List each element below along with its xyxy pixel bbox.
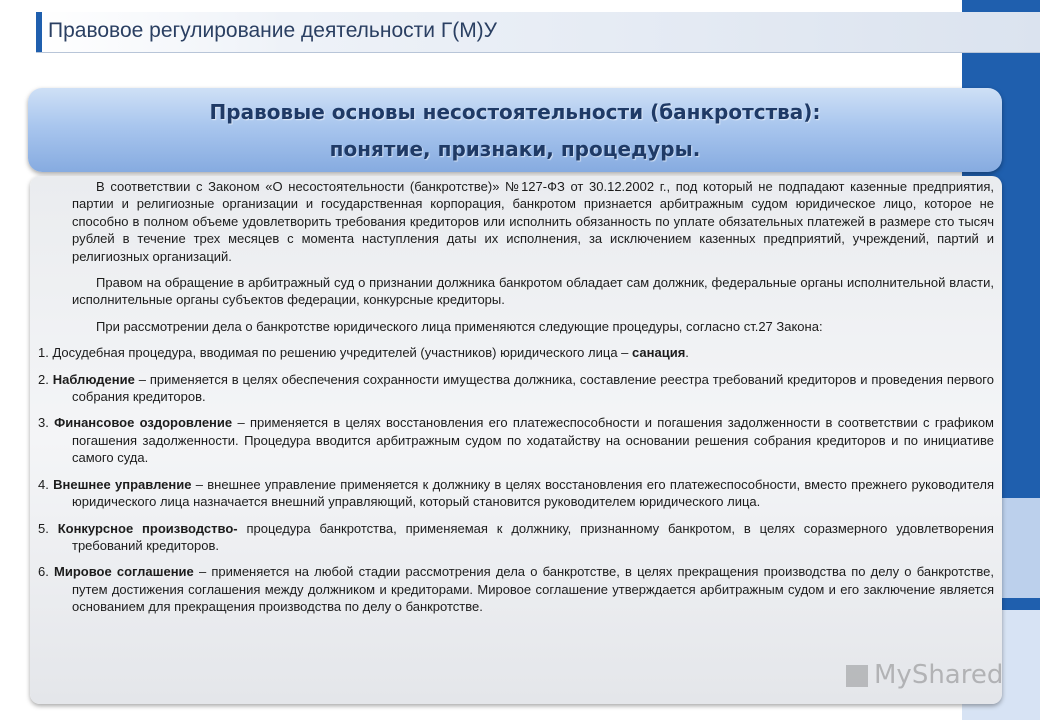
item-number: 4. bbox=[38, 476, 49, 492]
paragraph-law-definition: В соответствии с Законом «О несостоятельности (банкротстве)» №127-ФЗ от 30.12.2002 г., под который не подпадают казенные предприятия, партии и религиозные организации и государственная корпорация, банкротом признается арбитражным судом юридическое лицо, которое не способно в полном объеме удовлетворить требования кредиторов или исполнить обязанность по уплате обязательных платежей в размере сто тысяч рублей в течение трех месяцев с момента наступления даты их исполнения, за исключением казенных предприятий, учреждений, партий и религиозных организаций. bbox=[72, 179, 994, 264]
item-number: 6. bbox=[38, 564, 49, 580]
heading-line-2: понятие, признаки, процедуры. bbox=[329, 137, 701, 161]
watermark-logo-icon bbox=[846, 665, 868, 687]
slide-section-title: Правовое регулирование деятельности Г(М)У bbox=[48, 19, 498, 42]
procedure-item-2 bbox=[36, 371, 994, 406]
procedure-item-4 bbox=[36, 476, 994, 511]
item-term: Финансовое оздоровление bbox=[54, 415, 233, 431]
heading-line-1: Правовые основы несостоятельности (банкротства): bbox=[209, 100, 821, 124]
item-term: Мировое соглашение bbox=[54, 564, 194, 580]
item-number: 5. bbox=[38, 520, 49, 536]
item-text: – применяется на любой стадии рассмотрения дела о банкротстве, в целях прекращения производства по делу о банкротстве, путем достижения соглашения между должником и кредиторами. Мировое соглашение утверждается арбитражным судом и его заключение является основанием для прекращения производства по делу о банкротстве. bbox=[72, 564, 994, 615]
slide-heading bbox=[28, 88, 1002, 172]
item-number: 2. bbox=[38, 371, 49, 387]
item-term: Конкурсное производство- bbox=[57, 520, 238, 536]
paragraph-right-to-apply: Правом на обращение в арбитражный суд о признании должника банкротом обладает сам должник, федеральные органы исполнительной власти, исполнительные органы субъектов федерации, конкурсные кредиторы. bbox=[72, 275, 994, 308]
item-text: – применяется в целях восстановления его платежеспособности и погашения задолженности в соответствии с графиком погашения задолженности. Процедура вводится арбитражным судом по ходатайству на основании решения собрания кредиторов и по инициативе самого суда. bbox=[72, 415, 994, 466]
item-number: 3. bbox=[38, 415, 49, 431]
item-text: процедура банкротства, применяемая к должнику, признанному банкротом, в целях соразмерного удовлетворения требований кредиторов. bbox=[72, 520, 994, 553]
item-text: – внешнее управление применяется к должнику в целях восстановления его платежеспособности, вместо прежнего руководителя юридического лица назначается внешний управляющий, который становится руководителем юридического лица. bbox=[72, 476, 994, 510]
procedure-item-1 bbox=[36, 344, 994, 361]
title-accent bbox=[36, 12, 42, 52]
procedure-item-3 bbox=[36, 414, 994, 466]
watermark bbox=[846, 660, 1003, 690]
body-text bbox=[36, 178, 994, 625]
procedure-item-5 bbox=[36, 520, 994, 555]
item-text: Досудебная процедура, вводимая по решению учредителей (участников) юридического лица – bbox=[52, 345, 629, 361]
item-term: Наблюдение bbox=[52, 371, 135, 387]
item-number: 1. bbox=[38, 345, 49, 361]
watermark-text: MyShared bbox=[874, 660, 1004, 690]
procedure-item-6 bbox=[36, 563, 994, 615]
item-term: Внешнее управление bbox=[53, 476, 192, 492]
item-text: . bbox=[685, 345, 689, 361]
item-term: санация bbox=[632, 345, 686, 361]
item-text: – применяется в целях обеспечения сохранности имущества должника, составление реестра требований кредиторов и проведения первого собрания кредиторов. bbox=[72, 371, 994, 405]
title-bar bbox=[36, 12, 1040, 53]
paragraph-procedures-intro: При рассмотрении дела о банкротстве юридического лица применяются следующие процедуры, согласно ст.27 Закона: bbox=[96, 318, 823, 334]
